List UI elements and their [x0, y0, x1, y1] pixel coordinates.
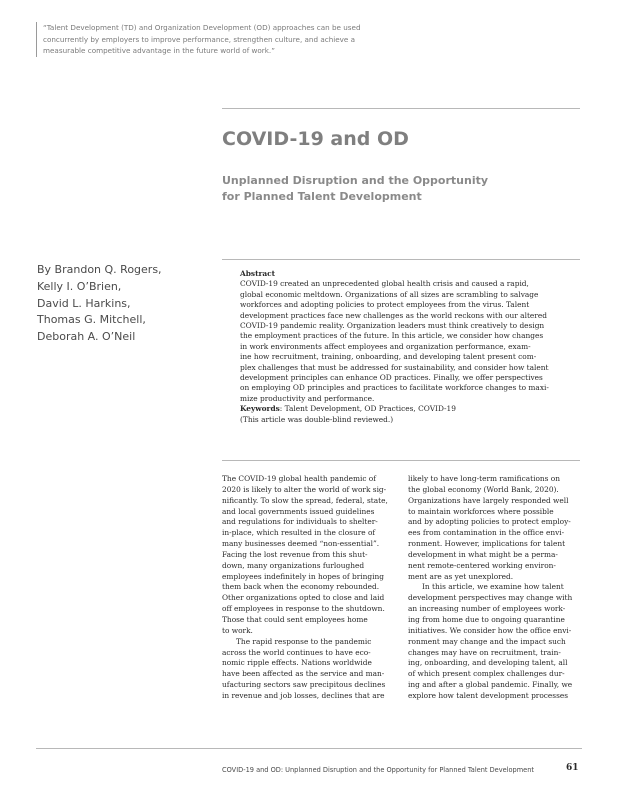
body-line: ing, onboarding, and developing talent, all: [408, 658, 568, 668]
body-line: many businesses deemed “non-essential”.: [222, 539, 380, 549]
abstract-content: [240, 269, 576, 425]
abstract-line: COVID-19 pandemic reality. Organization leaders must think creatively to design: [240, 321, 545, 331]
article-title: COVID-19 and OD: [222, 128, 409, 150]
article-subtitle: Unplanned Disruption and the Opportunity for Planned Talent Development: [222, 174, 489, 203]
abstract-line: in work environments affect employees and organization performance, exam-: [240, 341, 531, 351]
body-line: employees indefinitely in hopes of bringing: [222, 571, 384, 581]
body-line: in-place, which resulted in the closure of: [222, 528, 376, 538]
body-line: nent remote-centered working environ-: [408, 560, 556, 570]
body-line: an increasing number of employees work-: [408, 604, 566, 614]
body-column-left: [222, 474, 392, 702]
abstract-line: development principles can enhance OD practices. Finally, we offer perspectives: [240, 373, 543, 383]
abstract-line: COVID-19 created an unprecedented global health crisis and caused a rapid,: [240, 279, 529, 289]
body-line: to work.: [222, 625, 253, 635]
body-line: and local governments issued guidelines: [222, 506, 375, 516]
author-line: David L. Harkins,: [37, 296, 131, 310]
body-line: The rapid response to the pandemic: [236, 636, 372, 646]
body-line: ronment. However, implications for talent: [408, 539, 566, 549]
body-line: explore how talent development processes: [408, 690, 569, 700]
body-line: of which present complex challenges dur-: [408, 669, 565, 679]
body-line: Those that could sent employees home: [222, 614, 368, 624]
body-line: across the world continues to have eco-: [222, 647, 371, 657]
abstract-line: workforces and adopting policies to protect employees from the virus. Talent: [240, 300, 530, 310]
abstract-heading: Abstract: [240, 269, 276, 278]
author-line: Thomas G. Mitchell,: [37, 313, 146, 327]
body-line: ees from contamination in the office envi-: [408, 528, 565, 538]
body-line: development perspectives may change with: [408, 593, 573, 603]
body-line: the global economy (World Bank, 2020).: [408, 484, 559, 494]
author-line: Deborah A. O’Neil: [37, 330, 136, 344]
body-line: them back when the economy rebounded.: [222, 582, 380, 592]
abstract-line: plex challenges that must be addressed for sustainability, and consider how talent: [240, 362, 549, 372]
keywords-line: [240, 404, 576, 414]
author-line: By Brandon Q. Rogers,: [37, 263, 162, 276]
page-number: 61: [566, 763, 579, 773]
body-line: In this article, we examine how talent: [422, 582, 564, 592]
body-line: and regulations for individuals to shelter-: [222, 517, 378, 527]
body-line: nomic ripple effects. Nations worldwide: [222, 658, 372, 668]
keywords-text: : Talent Development, OD Practices, COVID-19: [279, 404, 456, 414]
abstract-line: on employing OD principles and practices to facilitate workforce changes to maxi-: [240, 383, 549, 393]
body-line: initiatives. We consider how the office envi-: [408, 625, 572, 635]
body-line: Organizations have largely responded well: [408, 495, 569, 505]
abstract-line: the employment practices of the future. In this article, we consider how changes: [240, 331, 544, 341]
pull-quote: “Talent Development (TD) and Organization Development (OD) approaches can be used concurrently by employers to improve performance, strengthen culture, and achieve a measurable competitive advantage in the future world of work.”: [36, 22, 403, 57]
body-line: in revenue and job losses, declines that are: [222, 690, 385, 700]
body-line: ufacturing sectors saw precipitous declines: [222, 680, 386, 690]
abstract-line: global economic meltdown. Organizations of all sizes are scrambling to salvage: [240, 289, 539, 299]
body-line: The COVID-19 global health pandemic of: [222, 474, 376, 483]
abstract-box: [222, 259, 580, 461]
review-note: (This article was double-blind reviewed.): [240, 414, 394, 424]
footer-running-title: COVID-19 and OD: Unplanned Disruption and the Opportunity for Planned Talent Development: [222, 766, 534, 774]
body-column-right: [408, 474, 578, 702]
body-line: and by adopting policies to protect employ-: [408, 517, 571, 527]
body-line: Other organizations opted to close and laid: [222, 593, 385, 603]
body-line: down, many organizations furloughed: [222, 560, 365, 570]
body-line: development in what might be a perma-: [408, 549, 558, 559]
body-line: off employees in response to the shutdown.: [222, 604, 385, 614]
body-line: 2020 is likely to alter the world of work sig-: [222, 484, 387, 494]
title-divider: [222, 108, 580, 109]
author-list: [37, 262, 217, 346]
body-line: ing and after a global pandemic. Finally, we: [408, 680, 573, 690]
abstract-line: ine how recruitment, training, onboarding, and developing talent present com-: [240, 352, 537, 362]
body-line: changes may have on recruitment, train-: [408, 647, 561, 657]
body-line: ing from home due to ongoing quarantine: [408, 614, 565, 624]
body-line: have been affected as the service and man-: [222, 669, 385, 679]
footer-divider: [36, 748, 582, 749]
abstract-line: mize productivity and performance.: [240, 393, 375, 403]
body-line: to maintain workforces where possible: [408, 506, 554, 516]
body-line: likely to have long-term ramifications on: [408, 474, 561, 483]
author-line: Kelly I. O’Brien,: [37, 279, 122, 293]
body-line: nificantly. To slow the spread, federal, state,: [222, 495, 388, 505]
body-line: ment are as yet unexplored.: [408, 571, 514, 581]
keywords-label: Keywords: [240, 404, 280, 414]
abstract-line: development practices face new challenges as the world reckons with our altered: [240, 310, 547, 320]
body-line: Facing the lost revenue from this shut-: [222, 549, 368, 559]
body-line: ronment may change and the impact such: [408, 636, 566, 646]
